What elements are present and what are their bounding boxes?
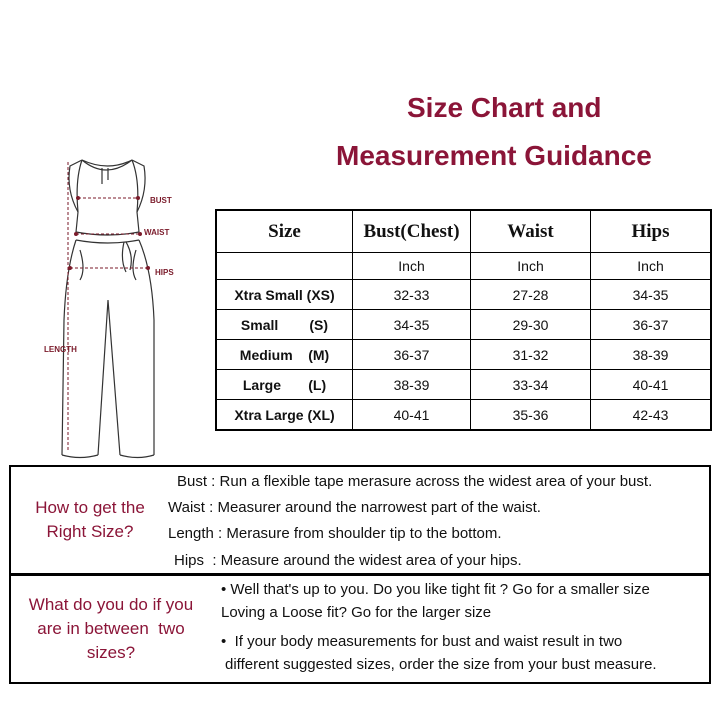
table-header-row [216,210,711,253]
how-to-measure-box [9,465,711,575]
bust-label: BUST [150,196,172,205]
unit-row [216,253,711,280]
in-between-sizes-box [9,574,711,684]
hips-instruction: Hips : Measure around the widest area of your hips. [174,552,522,569]
header-hips: Hips [591,210,712,253]
unit-cell [216,253,353,280]
size-cell: Small (S) [216,310,353,340]
bust-cell: 36-37 [353,340,471,370]
hips-cell: 42-43 [591,400,712,431]
waist-cell: 35-36 [471,400,591,431]
in-between-question-line2: are in between two [37,619,185,638]
jumpsuit-figure [20,150,210,470]
table-row [216,280,711,310]
waist-instruction: Waist : Measurer around the narrowest part of the waist. [168,499,541,516]
in-between-question-line1: What do you do if you [28,595,194,614]
bust-cell: 38-39 [353,370,471,400]
length-instruction: Length : Merasure from shoulder tip to the bottom. [168,525,502,542]
unit-cell: Inch [591,253,712,280]
unit-cell: Inch [471,253,591,280]
table-row [216,370,711,400]
chart-title-line2: Measurement Guidance [336,140,652,171]
hips-cell: 40-41 [591,370,712,400]
size-cell: Medium (M) [216,340,353,370]
waist-cell: 29-30 [471,310,591,340]
size-chart-table [215,209,712,431]
bullet2-line2: different suggested sizes, order the size from your bust measure. [225,656,657,673]
hips-cell: 36-37 [591,310,712,340]
chart-title-line1: Size Chart and [407,92,602,123]
bullet1-line1: • Well that's up to you. Do you like tight fit ? Go for a smaller size [221,581,650,598]
waist-cell: 31-32 [471,340,591,370]
bullet1-line2: Loving a Loose fit? Go for the larger size [221,604,492,621]
table-row [216,310,711,340]
header-size: Size [216,210,353,253]
bust-cell: 32-33 [353,280,471,310]
hips-label: HIPS [155,268,174,277]
in-between-question-line3: sizes? [86,643,136,662]
header-bust: Bust(Chest) [353,210,471,253]
header-waist: Waist [471,210,591,253]
size-cell: Large (L) [216,370,353,400]
bullet2-line1: • If your body measurements for bust and waist result in two [221,633,623,650]
hips-cell: 38-39 [591,340,712,370]
table-row [216,400,711,431]
in-between-question [11,576,211,682]
how-to-question-line1: How to get the [35,498,145,517]
size-cell: Xtra Small (XS) [216,280,353,310]
table-row [216,340,711,370]
unit-cell: Inch [353,253,471,280]
waist-cell: 33-34 [471,370,591,400]
length-label: LENGTH [44,345,77,354]
bust-cell: 34-35 [353,310,471,340]
hips-cell: 34-35 [591,280,712,310]
how-to-question-line2: Right Size? [46,522,134,541]
jumpsuit-illustration [20,150,210,470]
waist-cell: 27-28 [471,280,591,310]
size-cell: Xtra Large (XL) [216,400,353,431]
bust-cell: 40-41 [353,400,471,431]
waist-label: WAIST [144,228,170,237]
bust-instruction: Bust : Run a flexible tape merasure across the widest area of your bust. [177,473,653,490]
how-to-question [11,467,169,573]
